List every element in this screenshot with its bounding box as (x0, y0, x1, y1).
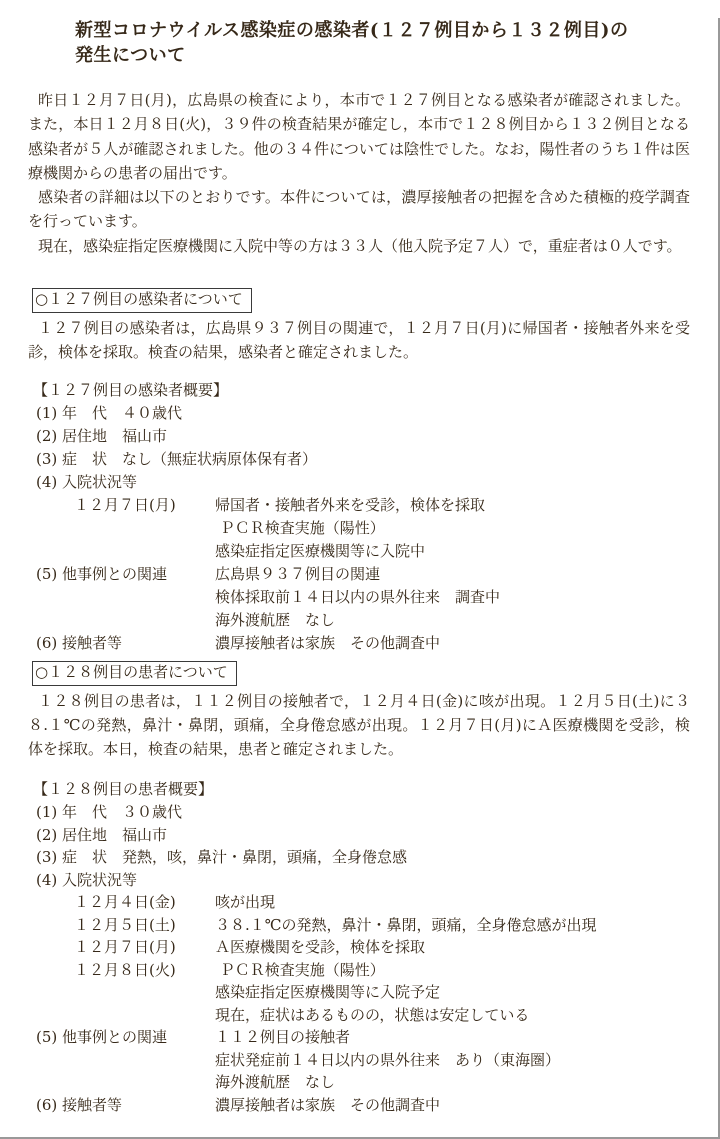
row-label: (5) 他事例との関連 (36, 565, 168, 584)
row-text: (1) 年 代 ３０歳代 (36, 803, 183, 822)
row-text: (2) 居住地 福山市 (36, 825, 168, 844)
row-value: 症状発症前１４日以内の県外往来 あり（東海圏） (215, 1050, 561, 1069)
intro-paragraph-1: 昨日１２月７日(月)，広島県の検査により，本市で１２７例目となる感染者が確認されました。また，本日１２月８日(火)，３９件の検査結果が確定し，本市で１２８例目から１３２例目となる感染者が５人が確認されました。他の３４件については陰性でした。なお，陽性者のうち１件は医療機関からの患者の届出です。 (28, 91, 690, 182)
overview-row (0, 1071, 718, 1094)
overview-row (0, 448, 718, 471)
row-text: (4) 入院状況等 (36, 870, 138, 889)
overview-row (0, 936, 718, 959)
case128-heading-box: ○１２８例目の患者について (32, 661, 237, 686)
document-page (0, 18, 720, 1139)
overview-row (0, 563, 718, 586)
case127-section (32, 288, 718, 313)
row-date: １２月７日(月) (74, 938, 176, 957)
intro-paragraph-2: 感染者の詳細は以下のとおりです。本件については，濃厚接触者の把握を含めた積極的疫学調査を行っています。 (28, 188, 690, 231)
row-value: ＰＣＲ検査実施（陽性） (215, 519, 385, 538)
row-text: (4) 入院状況等 (36, 473, 138, 492)
row-value: ３８.１℃の発熱，鼻汁・鼻閉，頭痛，全身倦怠感が出現 (215, 915, 597, 934)
row-value: 咳が出現 (215, 893, 276, 912)
overview-row (0, 609, 718, 632)
case128-overview-list (0, 801, 718, 1116)
row-value: 感染症指定医療機関等に入院中 (215, 542, 426, 561)
case128-overview-title: 【１２８例目の患者概要】 (33, 780, 214, 799)
overview-row (0, 425, 718, 448)
row-text: (2) 居住地 福山市 (36, 427, 168, 446)
case128-section (32, 661, 718, 686)
row-date: １２月７日(月) (74, 496, 176, 515)
case127-description: １２７例目の感染者は，広島県９３７例目の関連で，１２月７日(月)に帰国者・接触者外来を受診，検体を採取。検査の結果，感染者と確定されました。 (28, 319, 690, 362)
row-value: 濃厚接触者は家族 その他調査中 (215, 1095, 441, 1114)
intro-paragraphs (28, 88, 690, 258)
row-value: 帰国者・接触者外来を受診，検体を採取 (215, 496, 486, 515)
row-value: 濃厚接触者は家族 その他調査中 (215, 634, 441, 653)
row-value: ＰＣＲ検査実施（陽性） (215, 960, 385, 979)
row-date: １２月５日(土) (74, 915, 176, 934)
overview-row (0, 1049, 718, 1072)
case127-overview-list (0, 402, 718, 655)
overview-row (0, 891, 718, 914)
row-value: 海外渡航歴 なし (215, 1073, 336, 1092)
case127-heading-box: ○１２７例目の感染者について (32, 288, 252, 313)
row-text: (3) 症 状 発熱，咳，鼻汁・鼻閉，頭痛，全身倦怠感 (36, 848, 408, 867)
row-value: 広島県９３７例目の関連 (215, 565, 381, 584)
row-label: (6) 接触者等 (36, 1095, 123, 1114)
row-value: 現在，症状はあるものの，状態は安定している (215, 1005, 530, 1024)
overview-row (0, 517, 718, 540)
overview-row (0, 402, 718, 425)
row-text: (3) 症 状 なし（無症状病原体保有者） (36, 450, 318, 469)
row-value: 検体採取前１４日以内の県外往来 調査中 (215, 588, 501, 607)
document-title (75, 18, 678, 68)
overview-row (0, 869, 718, 892)
overview-row (0, 959, 718, 982)
overview-row (0, 471, 718, 494)
overview-row (0, 632, 718, 655)
overview-row (0, 540, 718, 563)
overview-row (0, 586, 718, 609)
document-title-line2: 発生について (75, 45, 186, 66)
row-value: １１２例目の接触者 (215, 1028, 351, 1047)
row-text: (1) 年 代 ４０歳代 (36, 404, 183, 423)
overview-row (0, 981, 718, 1004)
overview-row (0, 1094, 718, 1117)
overview-row (0, 824, 718, 847)
row-value: 感染症指定医療機関等に入院予定 (215, 983, 441, 1002)
row-date: １２月８日(火) (74, 960, 176, 979)
row-value: 海外渡航歴 なし (215, 611, 336, 630)
case127-overview-title: 【１２７例目の感染者概要】 (33, 381, 229, 400)
overview-row (0, 494, 718, 517)
intro-paragraph-3: 現在，感染症指定医療機関に入院中等の方は３３人（他入院予定７人）で，重症者は０人です。 (38, 236, 682, 255)
overview-row (0, 914, 718, 937)
document-title-line1: 新型コロナウイルス感染症の感染者(１２７例目から１３２例目)の (75, 20, 629, 41)
overview-row (0, 1004, 718, 1027)
row-label: (5) 他事例との関連 (36, 1028, 168, 1047)
overview-row (0, 846, 718, 869)
overview-row (0, 1026, 718, 1049)
row-label: (6) 接触者等 (36, 634, 123, 653)
overview-row (0, 801, 718, 824)
case128-description: １２８例目の患者は，１１２例目の接触者で，１２月４日(金)に咳が出現。１２月５日(土)に３８.１℃の発熱，鼻汁・鼻閉，頭痛，全身倦怠感が出現。１２月７日(月)にＡ医療機関を受診，検体を採取。本日，検査の結果，患者と確定されました。 (28, 692, 690, 759)
row-value: Ａ医療機関を受診，検体を採取 (215, 938, 426, 957)
row-date: １２月４日(金) (74, 893, 176, 912)
